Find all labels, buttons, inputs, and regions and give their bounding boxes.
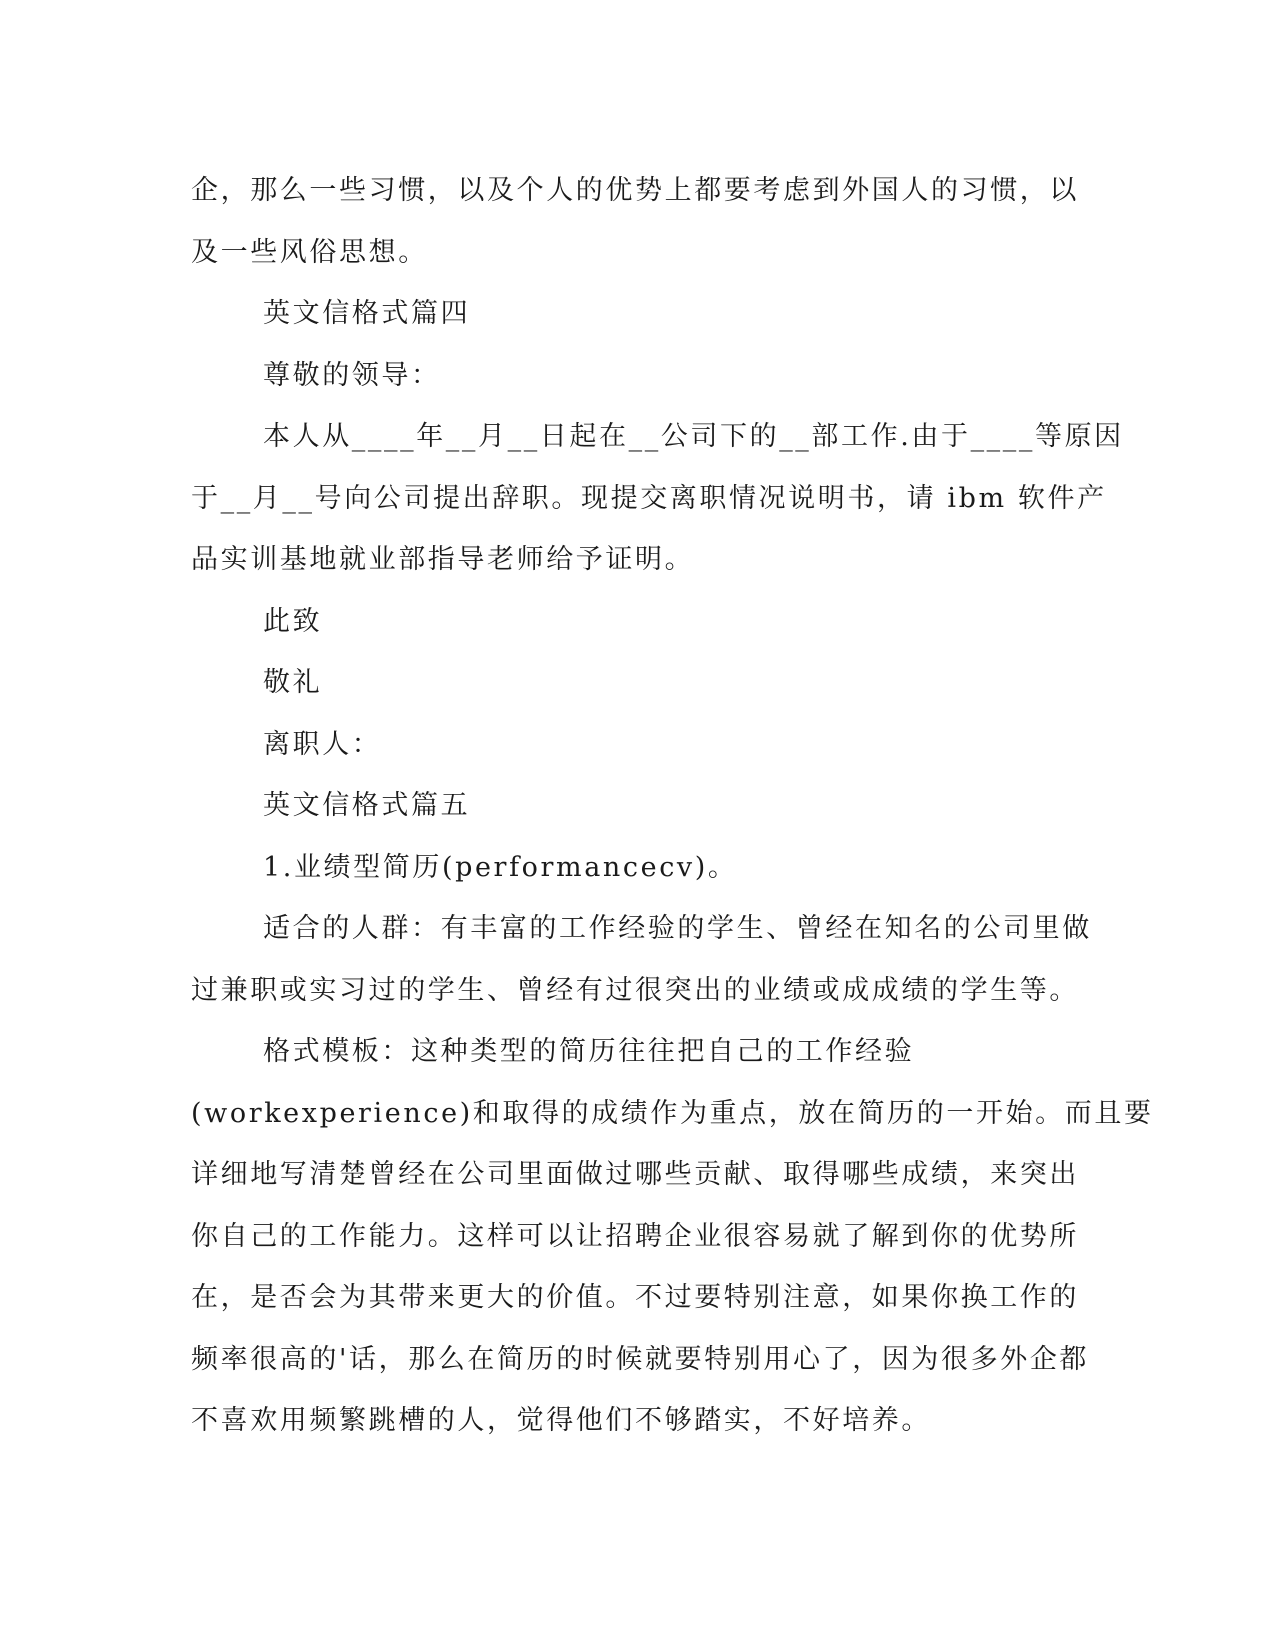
paragraph-template bbox=[191, 1021, 1154, 1452]
document-body bbox=[191, 160, 1154, 1452]
paragraph-resignation bbox=[191, 406, 1124, 591]
text-line: (workexperience)和取得的成绩作为重点，放在简历的一开始。而且要 bbox=[191, 1097, 1154, 1129]
closing-text: 此致 bbox=[263, 605, 323, 637]
paragraph-audience bbox=[191, 898, 1091, 1021]
text-line: 不喜欢用频繁跳槽的人，觉得他们不够踏实，不好培养。 bbox=[191, 1405, 931, 1436]
section-heading bbox=[191, 283, 1091, 345]
text-line: 格式模板：这种类型的简历往往把自己的工作经验 bbox=[263, 1036, 915, 1067]
text-line: 你自己的工作能力。这样可以让招聘企业很容易就了解到你的优势所 bbox=[191, 1220, 1079, 1252]
text-line: 适合的人群：有丰富的工作经验的学生、曾经在知名的公司里做 bbox=[263, 913, 1092, 944]
closing-salute bbox=[191, 652, 1091, 714]
text-line: 在，是否会为其带来更大的价值。不过要特别注意，如果你换工作的 bbox=[191, 1282, 1079, 1313]
salute-text: 敬礼 bbox=[263, 667, 323, 698]
list-item bbox=[191, 837, 1091, 899]
heading-text: 英文信格式篇五 bbox=[263, 790, 471, 821]
text-line: 详细地写清楚曾经在公司里面做过哪些贡献、取得哪些成绩，来突出 bbox=[191, 1159, 1079, 1190]
text-line: 品实训基地就业部指导老师给予证明。 bbox=[191, 544, 695, 575]
text-line: 企，那么一些习惯，以及个人的优势上都要考虑到外国人的习惯，以 bbox=[191, 175, 1079, 206]
paragraph-continuation bbox=[191, 160, 1091, 283]
section-heading bbox=[191, 775, 1091, 837]
list-item-text: 1.业绩型简历(performancecv)。 bbox=[263, 851, 738, 883]
signature-line bbox=[191, 714, 1091, 776]
heading-text: 英文信格式篇四 bbox=[263, 298, 471, 329]
signature-label: 离职人： bbox=[263, 728, 382, 760]
text-line: 于__月__号向公司提出辞职。现提交离职情况说明书，请 ibm 软件产 bbox=[191, 482, 1107, 514]
salutation-text: 尊敬的领导： bbox=[263, 359, 441, 391]
text-line: 频率很高的'话，那么在简历的时候就要特别用心了，因为很多外企都 bbox=[191, 1343, 1090, 1375]
text-line: 及一些风俗思想。 bbox=[191, 236, 428, 268]
closing-line bbox=[191, 591, 1091, 653]
salutation bbox=[191, 345, 1091, 407]
text-line: 本人从____年__月__日起在__公司下的__部工作.由于____等原因 bbox=[263, 421, 1124, 452]
text-line: 过兼职或实习过的学生、曾经有过很突出的业绩或成成绩的学生等。 bbox=[191, 974, 1079, 1006]
